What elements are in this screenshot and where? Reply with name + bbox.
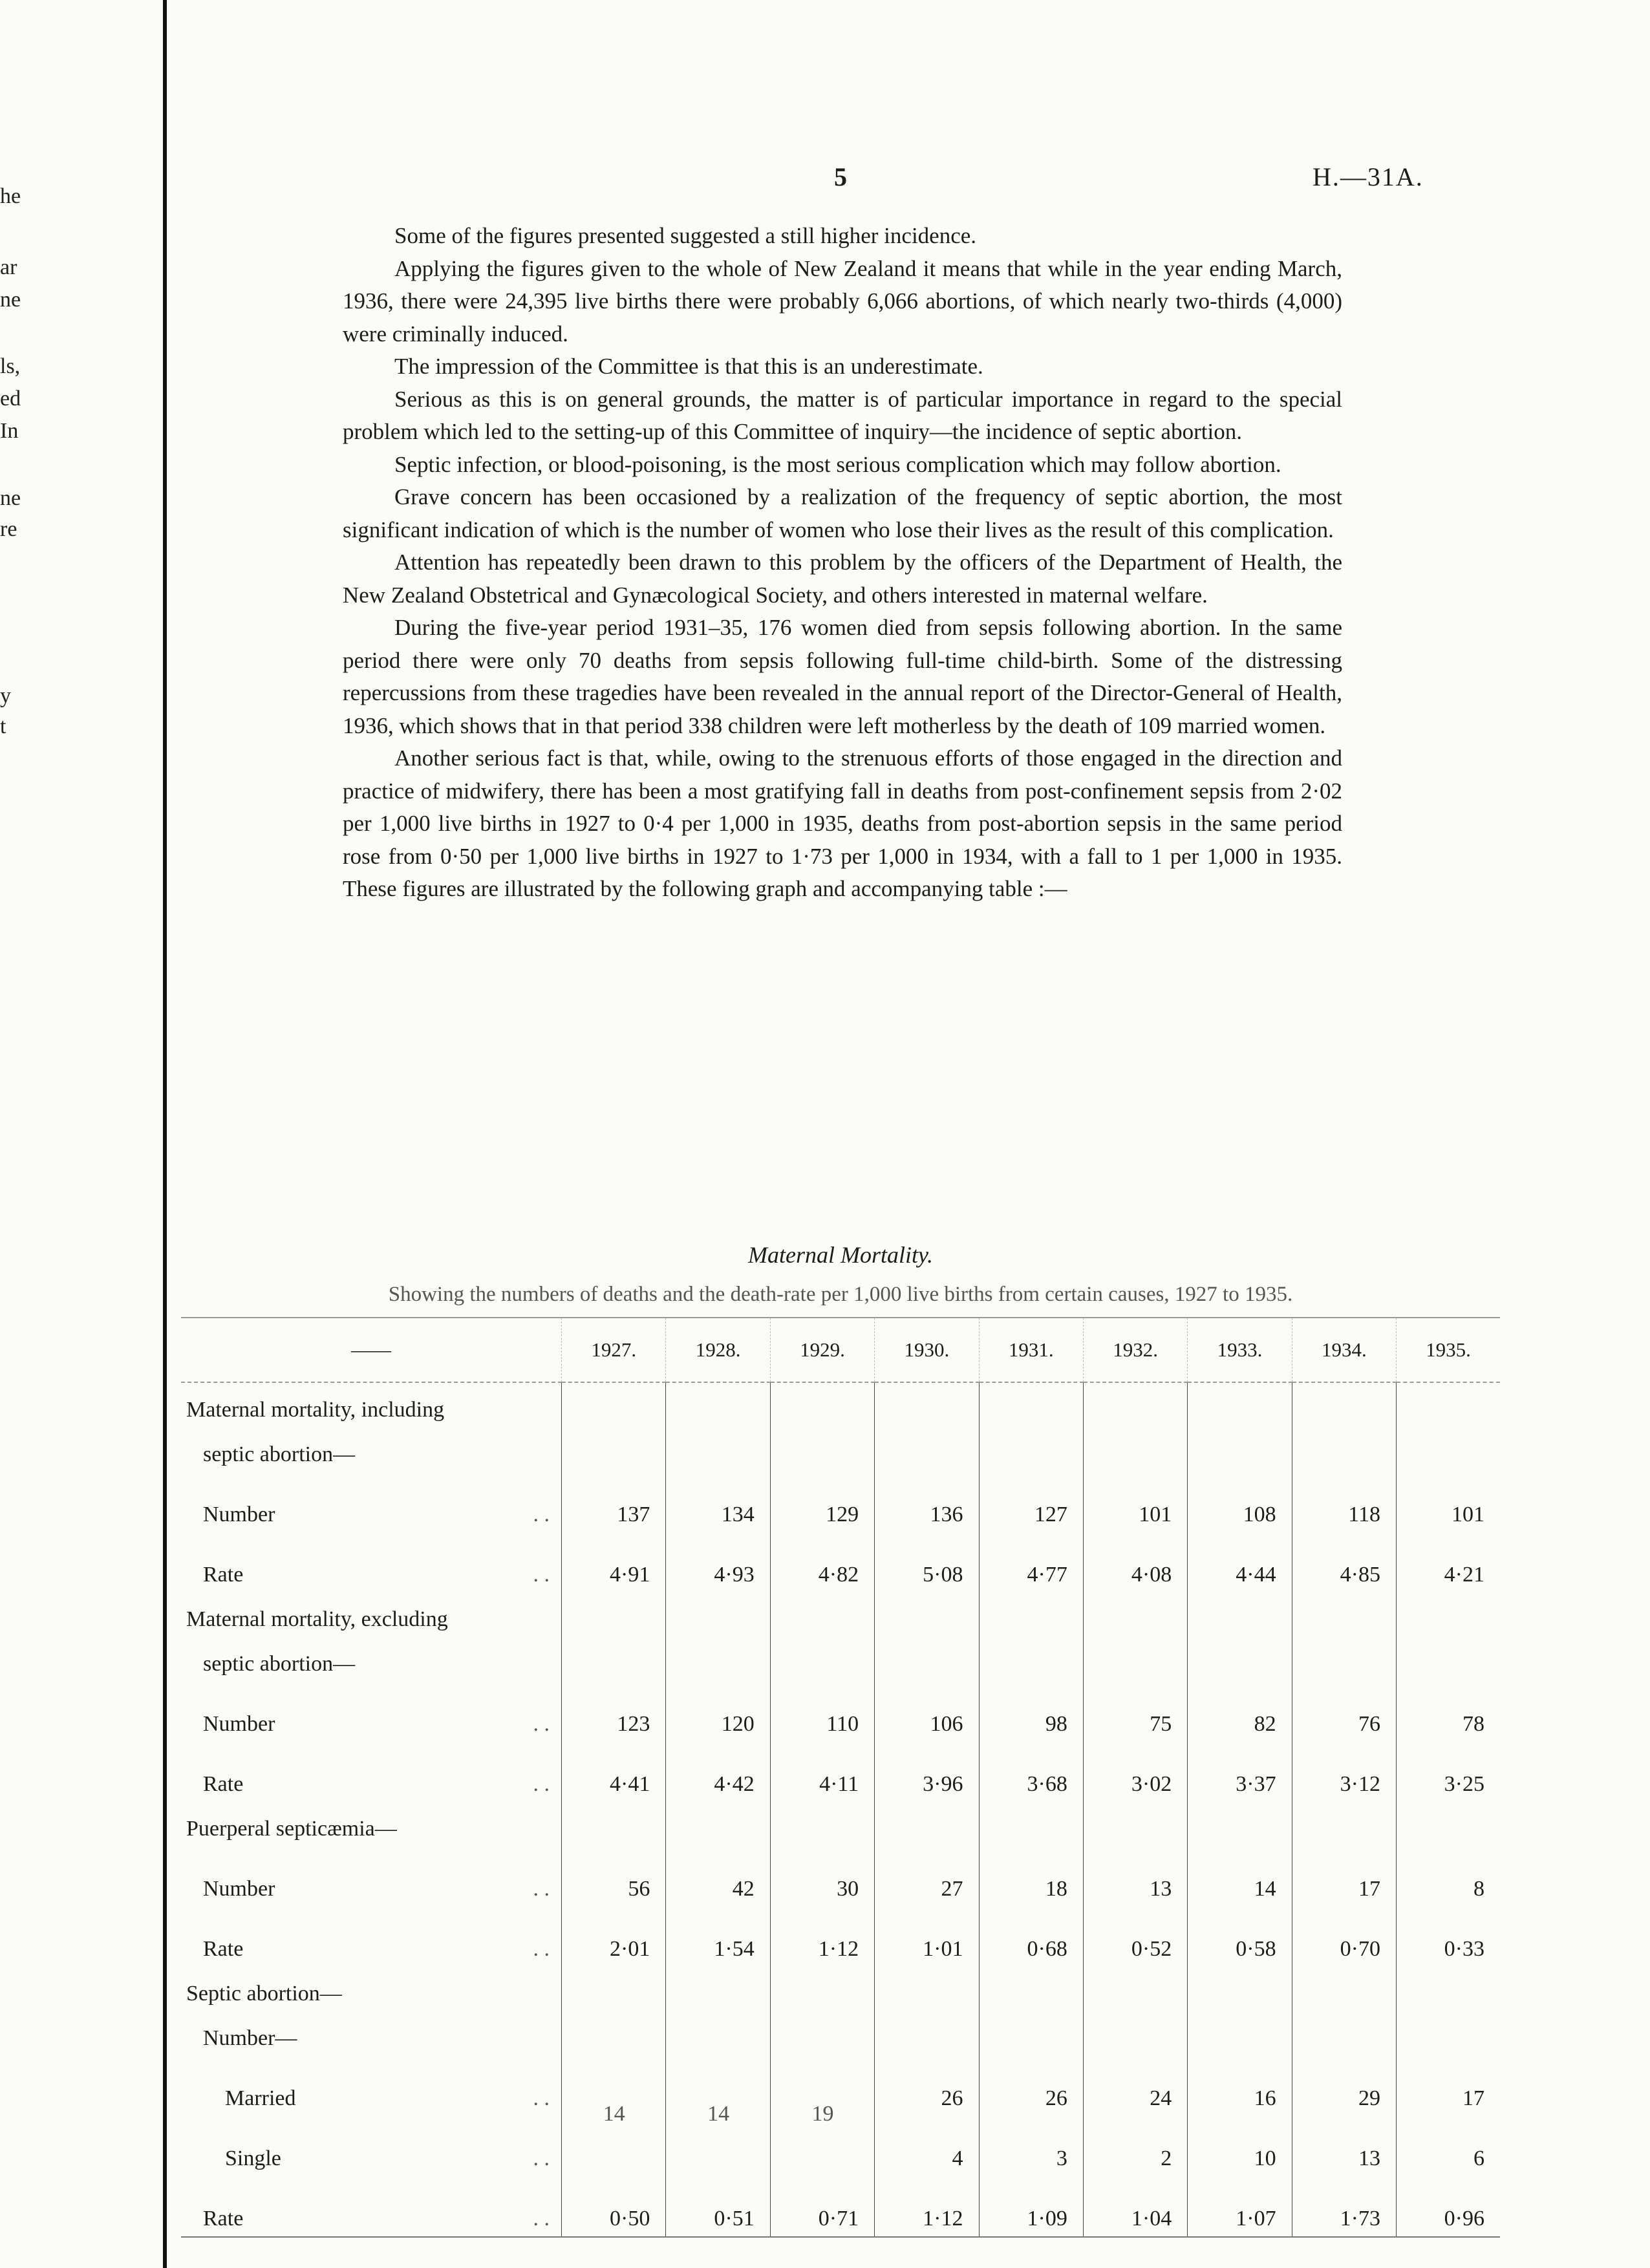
year-header: 1932.	[1083, 1318, 1187, 1382]
cell: 14	[1188, 1846, 1292, 1907]
cell: 4	[875, 2116, 979, 2176]
leader-dots: . .	[533, 2207, 550, 2231]
paragraph: Another serious fact is that, while, owing to the strenuous efforts of those engaged in the direction and practice of midwifery, there has been a most gratifying fall in deaths from post-confinement sepsis from 2·02 per 1,000 live births in 1927 to 0·4 per 1,000 in 1935, deaths from post-abortion sepsis in the same period rose from 0·50 per 1,000 live births in 1927 to 1·73 per 1,000 in 1934, with a fall to 1 per 1,000 in 1935. These figures are illustrated by the following graph and accompanying table :—	[343, 745, 1342, 901]
cell: 26	[979, 2056, 1083, 2116]
row-label-text: Number	[203, 1712, 275, 1736]
cell: 1·01	[875, 1907, 979, 1967]
merged-cell: 19	[770, 2056, 874, 2176]
cell: 82	[1188, 1682, 1292, 1742]
cell: 13	[1292, 2116, 1396, 2176]
paragraph: Grave concern has been occasioned by a realization of the frequency of septic abortion, the most significant indication of which is the number of women who lose their lives as the result of this complication.	[343, 484, 1342, 542]
cell: 42	[666, 1846, 770, 1907]
binding-edge	[163, 0, 167, 2268]
cell: 134	[666, 1472, 770, 1532]
cell: 17	[1397, 2056, 1501, 2116]
merged-cell: 14	[562, 2056, 666, 2176]
row-label: Maternal mortality, excluding	[186, 1607, 448, 1631]
cell: 75	[1083, 1682, 1187, 1742]
section-heading-row	[181, 1802, 1500, 1846]
row-label	[181, 2056, 562, 2116]
paragraph: The impression of the Committee is that this is an underestimate.	[394, 354, 983, 379]
cell: 17	[1292, 1846, 1396, 1907]
cell: 0·68	[979, 1907, 1083, 1967]
margin-fragment: he	[0, 184, 21, 208]
margin-fragment: ar	[0, 255, 17, 279]
cell: 101	[1397, 1472, 1501, 1532]
cell: 13	[1083, 1846, 1187, 1907]
cell: 29	[1292, 2056, 1396, 2116]
cell: 0·50	[562, 2176, 666, 2237]
cell: 0·70	[1292, 1907, 1396, 1967]
cell: 2·01	[562, 1907, 666, 1967]
cell: 4·44	[1188, 1532, 1292, 1592]
cell: 1·54	[666, 1907, 770, 1967]
margin-fragment: ed	[0, 387, 21, 411]
cell: 3·96	[875, 1742, 979, 1802]
paragraph: Septic infection, or blood-poisoning, is the most serious complication which may follow abortion.	[394, 451, 1281, 477]
paragraph: During the five-year period 1931–35, 176 women died from sepsis following abortion. In the same period there were only 70 deaths from sepsis following full-time child-birth. Some of the distressing repercussions from these tragedies have been revealed in the annual report of the Director-General of Health, 1936, which shows that in that period 338 children were left motherless by the death of 109 married women.	[343, 615, 1342, 738]
table-row	[181, 2176, 1500, 2237]
cell: 6	[1397, 2116, 1501, 2176]
margin-fragment: y	[0, 684, 11, 708]
year-header: 1929.	[770, 1318, 874, 1382]
cell: 30	[770, 1846, 874, 1907]
cell: 76	[1292, 1682, 1396, 1742]
cell: 4·11	[770, 1742, 874, 1802]
cell: 4·85	[1292, 1532, 1396, 1592]
document-reference: H.—31A.	[1312, 162, 1424, 191]
row-label	[181, 1472, 562, 1532]
section-subheading-row	[181, 1637, 1500, 1682]
page-number: 5	[834, 162, 847, 191]
cell: 1·12	[770, 1907, 874, 1967]
cell: 4·42	[666, 1742, 770, 1802]
cell: 106	[875, 1682, 979, 1742]
section-subheading-row	[181, 2011, 1500, 2056]
cell: 4·77	[979, 1532, 1083, 1592]
cell: 1·09	[979, 2176, 1083, 2237]
cell: 98	[979, 1682, 1083, 1742]
cell: 10	[1188, 2116, 1292, 2176]
cell: 3·37	[1188, 1742, 1292, 1802]
row-label: septic abortion—	[203, 1652, 356, 1676]
row-label-text: Rate	[203, 1563, 244, 1587]
paragraph: Some of the figures presented suggested a still higher incidence.	[394, 223, 977, 248]
cell: 0·51	[666, 2176, 770, 2237]
year-header: 1935.	[1397, 1318, 1501, 1382]
leader-dots: . .	[533, 1772, 550, 1796]
row-label-text: Rate	[203, 1772, 244, 1796]
cell: 4·93	[666, 1532, 770, 1592]
table-header-row	[181, 1318, 1500, 1382]
cell: 3·12	[1292, 1742, 1396, 1802]
row-label-text: Rate	[203, 1937, 244, 1961]
row-label	[181, 1532, 562, 1592]
table-row	[181, 1846, 1500, 1907]
year-header: 1931.	[979, 1318, 1083, 1382]
maternal-mortality-table	[181, 1317, 1500, 2238]
row-label-text: Single	[225, 2146, 281, 2170]
table-row	[181, 1907, 1500, 1967]
cell: 18	[979, 1846, 1083, 1907]
cell: 137	[562, 1472, 666, 1532]
cell: 56	[562, 1846, 666, 1907]
table-row	[181, 1682, 1500, 1742]
cell: 2	[1083, 2116, 1187, 2176]
row-label	[181, 1682, 562, 1742]
row-label	[181, 1846, 562, 1907]
cell: 1·07	[1188, 2176, 1292, 2237]
cell: 4·82	[770, 1532, 874, 1592]
cell: 3	[979, 2116, 1083, 2176]
cell: 1·73	[1292, 2176, 1396, 2237]
row-label: septic abortion—	[203, 1442, 356, 1466]
year-header: 1928.	[666, 1318, 770, 1382]
row-label: Puerperal septicæmia—	[186, 1817, 397, 1841]
cell: 108	[1188, 1472, 1292, 1532]
cell: 0·52	[1083, 1907, 1187, 1967]
leader-dots: . .	[533, 1877, 550, 1901]
table-row	[181, 2056, 1500, 2116]
cell: 127	[979, 1472, 1083, 1532]
year-header: 1930.	[875, 1318, 979, 1382]
row-label	[181, 1742, 562, 1802]
page-header	[0, 162, 1650, 200]
cell: 3·68	[979, 1742, 1083, 1802]
header-corner: ——	[181, 1318, 562, 1382]
cell: 1·12	[875, 2176, 979, 2237]
cell: 0·96	[1397, 2176, 1501, 2237]
leader-dots: . .	[533, 2086, 550, 2110]
cell: 123	[562, 1682, 666, 1742]
cell: 0·58	[1188, 1907, 1292, 1967]
section-heading-row	[181, 1967, 1500, 2011]
cell: 26	[875, 2056, 979, 2116]
cell: 136	[875, 1472, 979, 1532]
body-text	[343, 220, 1342, 906]
year-header: 1933.	[1188, 1318, 1292, 1382]
table-row	[181, 1472, 1500, 1532]
year-header: 1927.	[562, 1318, 666, 1382]
cell: 4·21	[1397, 1532, 1501, 1592]
section-subheading-row	[181, 1428, 1500, 1472]
cell: 5·08	[875, 1532, 979, 1592]
paragraph: Attention has repeatedly been drawn to this problem by the officers of the Department of Health, the New Zealand Obstetrical and Gynæcological Society, and others interested in maternal welfare.	[343, 550, 1342, 608]
cell: 3·02	[1083, 1742, 1187, 1802]
table-title: Maternal Mortality.	[748, 1242, 933, 1268]
row-label	[181, 2176, 562, 2237]
margin-fragment: In	[0, 419, 19, 443]
cell: 129	[770, 1472, 874, 1532]
margin-fragment: re	[0, 517, 17, 541]
cell: 3·25	[1397, 1742, 1501, 1802]
leader-dots: . .	[533, 1563, 550, 1587]
cell: 118	[1292, 1472, 1396, 1532]
row-label-text: Number	[203, 1503, 275, 1526]
margin-fragment: ne	[0, 288, 21, 312]
cell: 27	[875, 1846, 979, 1907]
cell: 101	[1083, 1472, 1187, 1532]
merged-cell: 14	[666, 2056, 770, 2176]
section-heading-row	[181, 1382, 1500, 1428]
table-row	[181, 1742, 1500, 1802]
leader-dots: . .	[533, 1503, 550, 1526]
maternal-mortality-table-block	[181, 1241, 1500, 2238]
cell: 110	[770, 1682, 874, 1742]
margin-fragment: ne	[0, 486, 21, 510]
row-label	[181, 1907, 562, 1967]
paragraph: Serious as this is on general grounds, the matter is of particular importance in regard to the special problem which led to the setting-up of this Committee of inquiry—the incidence of septic abortion.	[343, 386, 1342, 444]
row-label: Number—	[203, 2026, 297, 2050]
cell: 0·33	[1397, 1907, 1501, 1967]
row-label-text: Married	[225, 2086, 296, 2110]
table-subtitle: Showing the numbers of deaths and the death-rate per 1,000 live births from certain causes, 1927 to 1935.	[388, 1283, 1293, 1306]
section-heading-row	[181, 1592, 1500, 1637]
cell: 8	[1397, 1846, 1501, 1907]
leader-dots: . .	[533, 2146, 550, 2170]
row-label: Maternal mortality, including	[186, 1398, 445, 1422]
row-label: Septic abortion—	[186, 1982, 342, 2006]
cell: 1·04	[1083, 2176, 1187, 2237]
paragraph: Applying the figures given to the whole of New Zealand it means that while in the year ending March, 1936, there were 24,395 live births there were probably 6,066 abortions, of which nearly two-thirds (4,000) were criminally induced.	[343, 255, 1342, 347]
table-row	[181, 1532, 1500, 1592]
row-label	[181, 2116, 562, 2176]
row-label-text: Rate	[203, 2207, 244, 2231]
margin-fragment: ls,	[0, 354, 21, 378]
cell: 120	[666, 1682, 770, 1742]
cell: 4·08	[1083, 1532, 1187, 1592]
cell: 0·71	[770, 2176, 874, 2237]
cell: 4·91	[562, 1532, 666, 1592]
margin-fragment: t	[0, 714, 6, 738]
cell: 16	[1188, 2056, 1292, 2116]
leader-dots: . .	[533, 1712, 550, 1736]
row-label-text: Number	[203, 1877, 275, 1901]
cell: 24	[1083, 2056, 1187, 2116]
leader-dots: . .	[533, 1937, 550, 1961]
year-header: 1934.	[1292, 1318, 1396, 1382]
cell: 4·41	[562, 1742, 666, 1802]
cell: 78	[1397, 1682, 1501, 1742]
